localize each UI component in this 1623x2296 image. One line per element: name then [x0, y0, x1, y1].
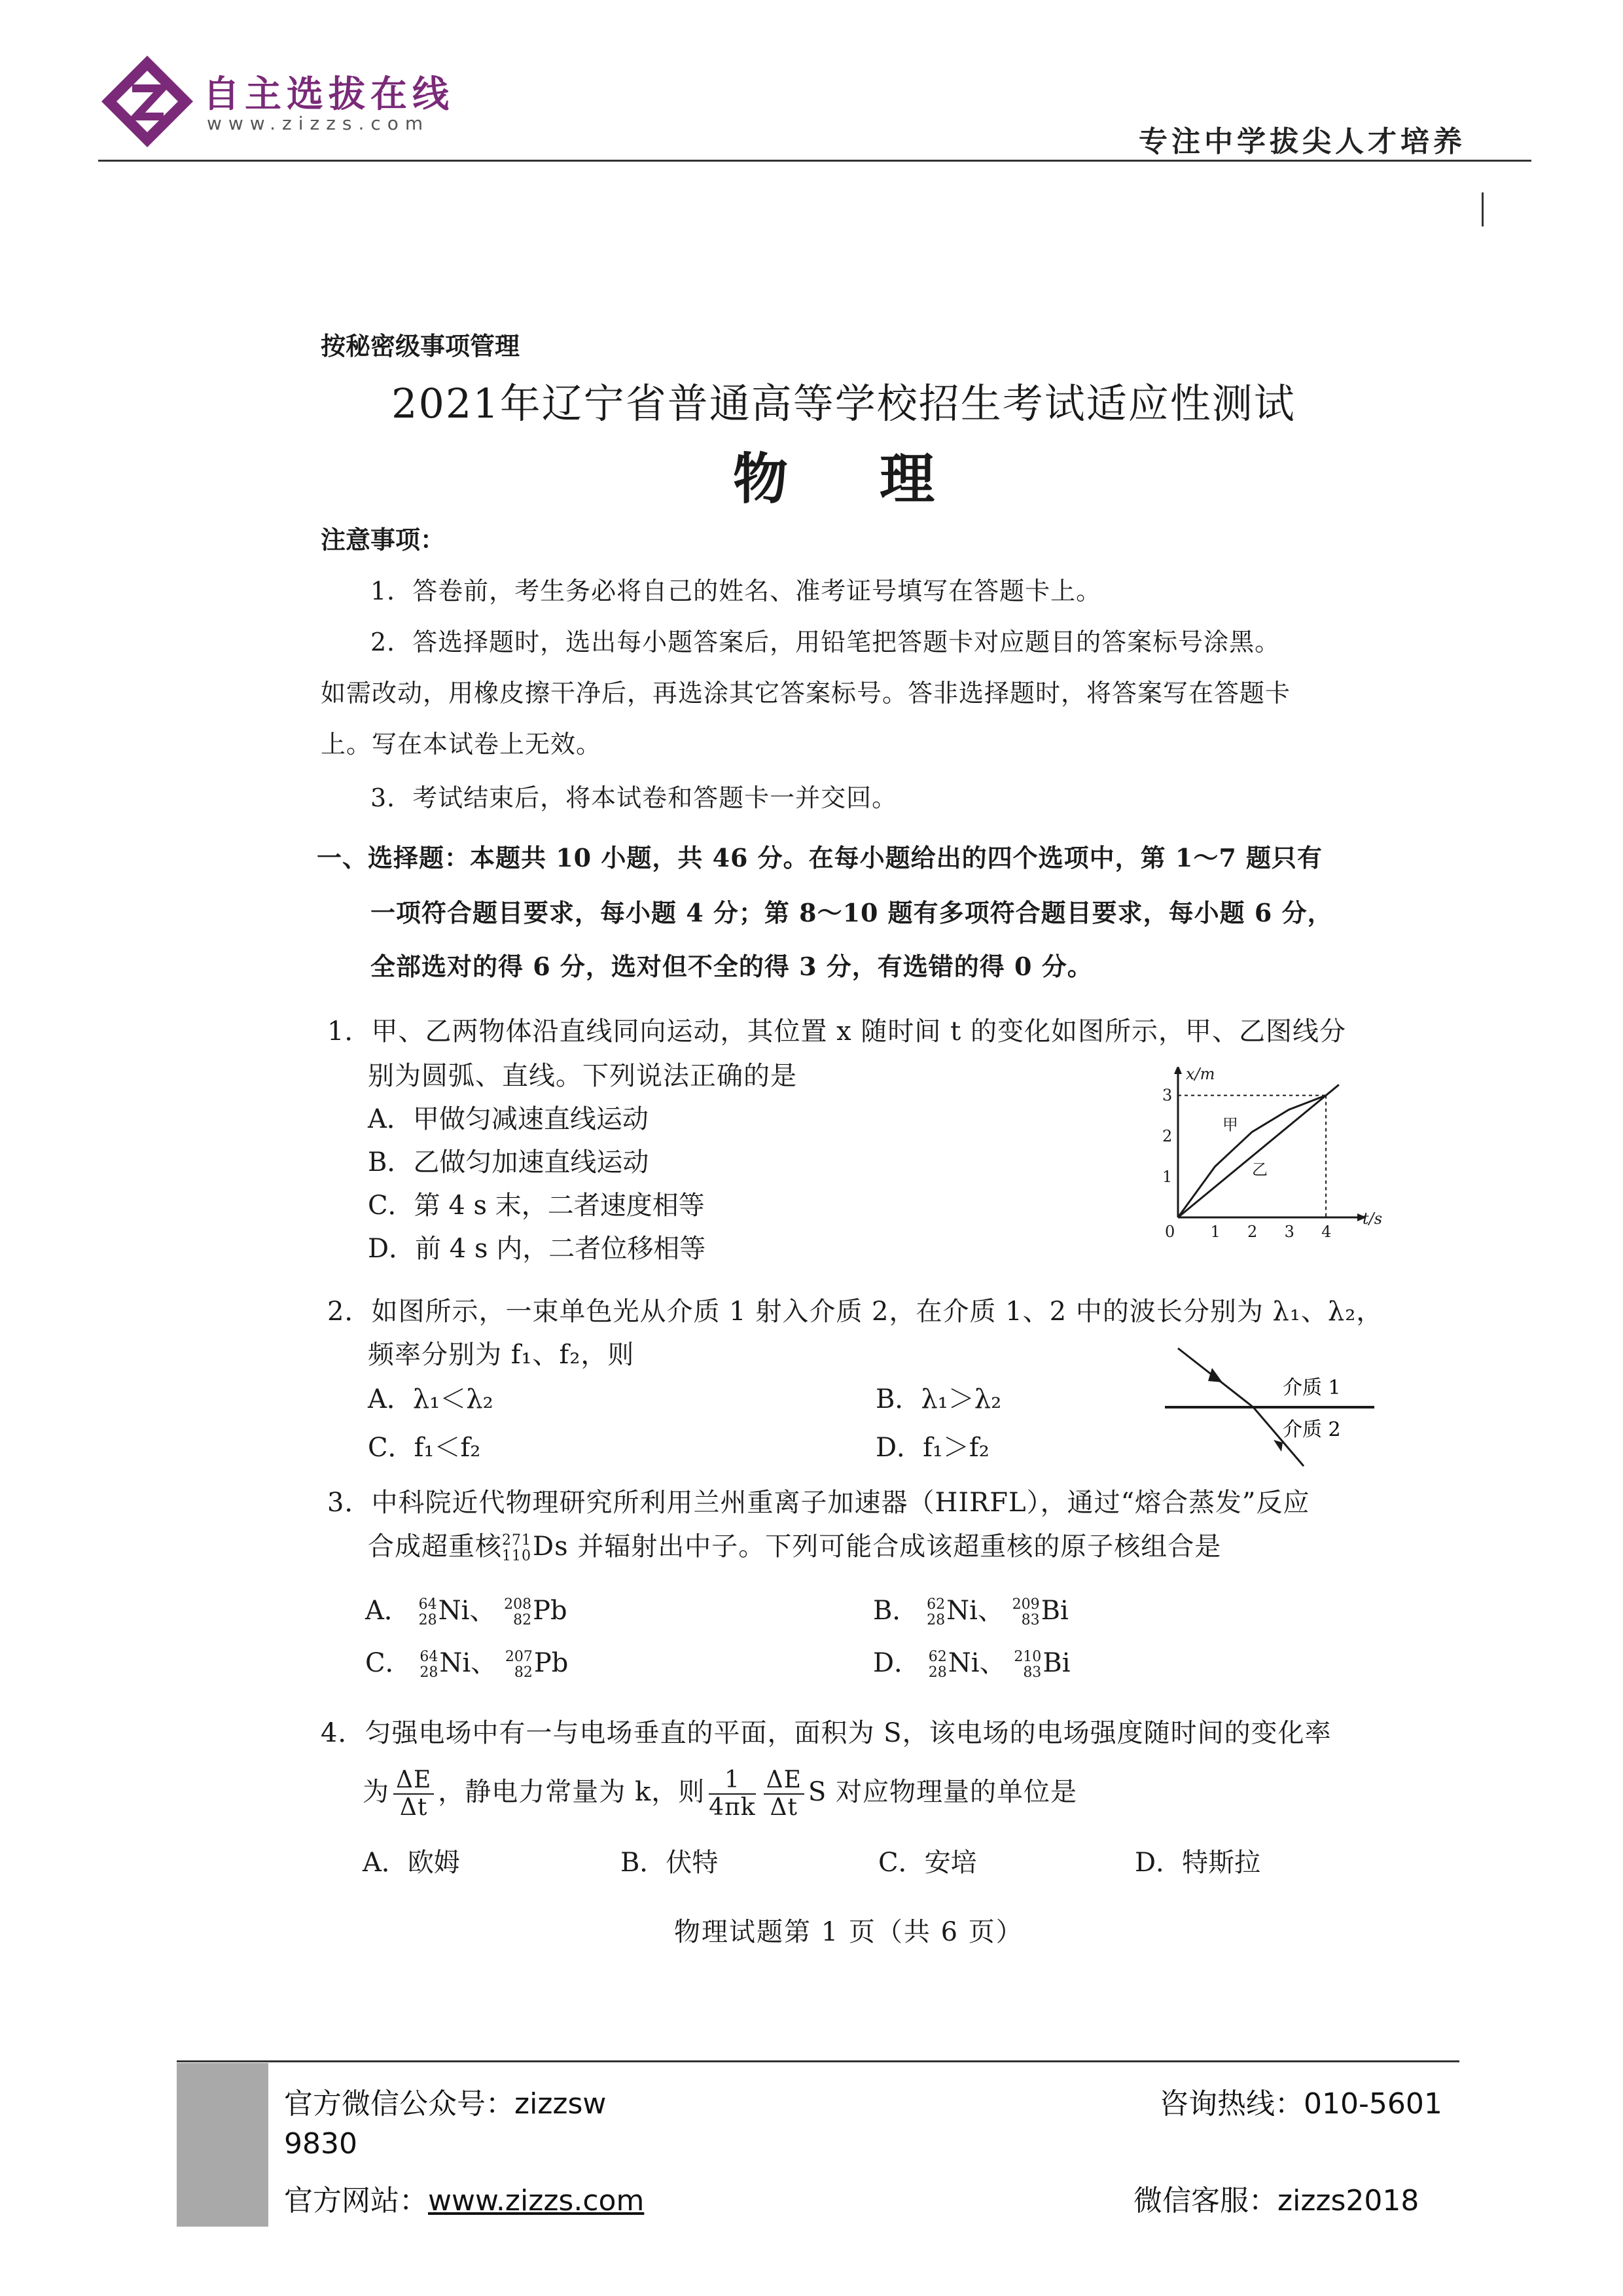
q3-option-a[interactable]: A． 64 28Ni、 208 82Pb [365, 1596, 567, 1628]
nuclide-numbers [929, 1649, 947, 1681]
q1-stem: 1．甲、乙两物体沿直线同向运动，其位置 x 随时间 t 的变化如图所示，甲、乙图线分 [327, 1016, 1346, 1047]
q4-stem: 4．匀强电场中有一与电场垂直的平面，面积为 S，该电场的电场强度随时间的变化率 [321, 1718, 1332, 1748]
element-symbol: Ni [948, 1648, 980, 1678]
frac-numerator: ΔE [393, 1767, 434, 1795]
footer-gray-block [177, 2063, 268, 2227]
medium-1-label: 介质 1 [1283, 1376, 1341, 1399]
section-instructions: 全部选对的得 6 分，选对但不全的得 3 分，有选错的得 0 分。 [370, 952, 1093, 981]
atomic-number: 28 [418, 1612, 437, 1628]
x-tick-label: 2 [1247, 1223, 1258, 1241]
delta-e-over-delta-t [393, 1767, 434, 1821]
section-instructions: 一、选择题：本题共 10 小题，共 46 分。在每小题给出的四个选项中，第 1～7 题只有 [317, 843, 1323, 872]
section-instructions: 一项符合题目要求，每小题 4 分；第 8～10 题有多项符合题目要求，每小题 6 分， [370, 898, 1333, 927]
notice-item: 1．答卷前，考生务必将自己的姓名、准考证号填写在答题卡上。 [370, 577, 1102, 605]
option-label: A． [365, 1596, 410, 1626]
q4-option-a[interactable]: A．欧姆 [363, 1848, 460, 1878]
frac-numerator: 1 [709, 1767, 755, 1795]
q1-xt-graph [1139, 1067, 1387, 1244]
q1-option-d[interactable]: D．前 4 s 内，二者位移相等 [368, 1234, 706, 1264]
q4-stem-formula [363, 1767, 1077, 1821]
y-tick-label: 2 [1162, 1126, 1173, 1145]
q3-option-d[interactable]: D． 62 28Ni、 210 83Bi [873, 1648, 1071, 1681]
delta-e-over-delta-t [764, 1767, 804, 1821]
mass-number: 62 [928, 1649, 947, 1665]
ds-mass-number: 271 [502, 1532, 531, 1549]
x-axis-label: t/s [1363, 1210, 1383, 1228]
atomic-number: 83 [1023, 1664, 1042, 1681]
series-label: 乙 [1252, 1160, 1268, 1179]
mass-number: 208 [504, 1596, 532, 1613]
q2-stem: 频率分别为 f₁、f₂，则 [368, 1340, 635, 1370]
notice-item: 如需改动，用橡皮擦干净后，再选涂其它答案标号。答非选择题时，将答案写在答题卡 [321, 679, 1291, 708]
mass-number: 62 [927, 1596, 946, 1613]
atomic-number: 82 [514, 1664, 533, 1681]
logo-icon [98, 52, 196, 151]
option-label: C． [365, 1648, 412, 1678]
y-tick-label: 1 [1162, 1167, 1173, 1186]
element-symbol: Ni [439, 1648, 471, 1678]
element-symbol: Ni [946, 1596, 978, 1626]
mass-number: 64 [419, 1649, 438, 1665]
mass-number: 207 [505, 1649, 533, 1665]
atomic-number: 82 [513, 1612, 532, 1628]
atomic-number: 28 [928, 1664, 947, 1681]
page-number: 物理试题第 1 页（共 6 页） [674, 1917, 1024, 1947]
incident-arrow [1208, 1368, 1222, 1382]
ds-atomic-number: 110 [502, 1548, 531, 1564]
y-axis-arrow [1174, 1067, 1182, 1074]
element-symbol: Bi [1043, 1648, 1071, 1678]
atomic-number: 28 [419, 1664, 438, 1681]
q3-option-b[interactable]: B． 62 28Ni、 209 83Bi [873, 1596, 1069, 1628]
footer-service: 微信客服：zizzs2018 [1133, 2184, 1419, 2217]
element-symbol: Ni [438, 1596, 470, 1626]
nuclide-numbers [1014, 1649, 1041, 1681]
header-divider [98, 160, 1531, 162]
q3-option-c[interactable]: C． 64 28Ni、 207 82Pb [365, 1648, 569, 1681]
q2-option-b[interactable]: B．λ₁＞λ₂ [876, 1384, 1002, 1414]
secrecy-label: 按秘密级事项管理 [321, 331, 520, 361]
slogan: 专注中学拔尖人才培养 [1139, 125, 1466, 158]
footer-website-link[interactable]: www.zizzs.com [428, 2184, 645, 2217]
nuclide-numbers [419, 1597, 437, 1628]
refracted-arrow [1274, 1440, 1283, 1452]
q4-option-d[interactable]: D．特斯拉 [1135, 1848, 1261, 1878]
footer-wechat: 官方微信公众号：zizzsw [284, 2087, 607, 2121]
frac-denominator: Δt [399, 1794, 428, 1821]
q1-option-a[interactable]: A．甲做匀减速直线运动 [368, 1104, 649, 1134]
q2-refraction-diagram [1165, 1335, 1381, 1473]
y-tick-label: 3 [1162, 1086, 1173, 1105]
mass-number: 210 [1014, 1649, 1042, 1665]
q2-option-d[interactable]: D．f₁＞f₂ [876, 1433, 990, 1463]
q2-stem: 2．如图所示，一束单色光从介质 1 射入介质 2，在介质 1、2 中的波长分别为 λ₁、λ₂， [327, 1297, 1383, 1327]
footer-hotline: 咨询热线：010-5601 [1160, 2087, 1442, 2121]
atomic-number: 28 [927, 1612, 946, 1628]
element-symbol: Bi [1041, 1596, 1069, 1626]
q4-option-b[interactable]: B．伏特 [620, 1848, 719, 1878]
x-tick-label: 4 [1321, 1223, 1332, 1241]
nuclide-numbers [927, 1597, 945, 1628]
mass-number: 209 [1012, 1596, 1040, 1613]
brand-name: 自主选拔在线 [203, 73, 454, 116]
q3-stem-part: 合成超重核 [368, 1532, 502, 1562]
one-over-4pik [709, 1767, 755, 1821]
nuclide-numbers [1012, 1597, 1040, 1628]
footer-divider [177, 2060, 1459, 2062]
footer-website-label: 官方网站： [284, 2184, 428, 2217]
option-label: D． [873, 1648, 921, 1678]
y-axis-label: x/m [1186, 1067, 1215, 1083]
medium-2-label: 介质 2 [1283, 1418, 1341, 1441]
q3-stem: 3．中科院近代物理研究所利用兰州重离子加速器（HIRFL），通过“熔合蒸发”反应 [327, 1488, 1310, 1518]
q1-option-b[interactable]: B．乙做匀加速直线运动 [368, 1147, 649, 1177]
element-symbol: Pb [533, 1648, 569, 1678]
option-label: B． [873, 1596, 919, 1626]
frac-denominator: 4πk [709, 1794, 756, 1821]
notice-item: 2．答选择题时，选出每小题答案后，用铅笔把答题卡对应题目的答案标号涂黑。 [370, 628, 1281, 656]
subject-title: 物理 [733, 446, 1027, 511]
notice-item: 上。写在本试卷上无效。 [321, 730, 602, 759]
nuclide-numbers [504, 1597, 531, 1628]
q3-stem [368, 1533, 1221, 1564]
q2-option-a[interactable]: A．λ₁＜λ₂ [368, 1384, 493, 1414]
element-symbol: Pb [533, 1596, 567, 1626]
nuclide-numbers [419, 1649, 438, 1681]
frac-numerator: ΔE [764, 1767, 804, 1795]
x-tick-label: 3 [1284, 1223, 1294, 1241]
frac-denominator: Δt [770, 1794, 798, 1821]
edge-mark [1482, 192, 1484, 226]
footer-website [284, 2177, 644, 2219]
footer-wechat-cont: 9830 [284, 2127, 357, 2161]
atomic-number: 83 [1021, 1612, 1040, 1628]
notice-heading: 注意事项： [321, 525, 446, 554]
q3-stem-part: Ds 并辐射出中子。下列可能合成该超重核的原子核组合是 [533, 1532, 1222, 1562]
mass-number: 64 [418, 1596, 437, 1613]
x-tick-label: 0 [1165, 1223, 1175, 1241]
q4-option-c[interactable]: C．安培 [878, 1848, 977, 1878]
brand-url: www.zizzs.com [207, 113, 430, 134]
nuclide-numbers [505, 1649, 533, 1681]
series-line-2 [1178, 1085, 1339, 1217]
q1-option-c[interactable]: C．第 4 s 末，二者速度相等 [368, 1191, 705, 1221]
q4-text: S 对应物理量的单位是 [808, 1777, 1078, 1807]
ds-nuclide-numbers [502, 1533, 531, 1564]
notice-item: 3．考试结束后，将本试卷和答题卡一并交回。 [370, 783, 898, 812]
x-tick-label: 1 [1210, 1223, 1221, 1241]
q4-text: 为 [363, 1777, 389, 1807]
q2-option-c[interactable]: C．f₁＜f₂ [368, 1433, 481, 1463]
exam-title: 2021年辽宁省普通高等学校招生考试适应性测试 [391, 380, 1296, 427]
q1-stem: 别为圆弧、直线。下列说法正确的是 [368, 1061, 797, 1091]
q4-text: ，静电力常量为 k，则 [438, 1777, 705, 1807]
series-label: 甲 [1222, 1115, 1238, 1134]
